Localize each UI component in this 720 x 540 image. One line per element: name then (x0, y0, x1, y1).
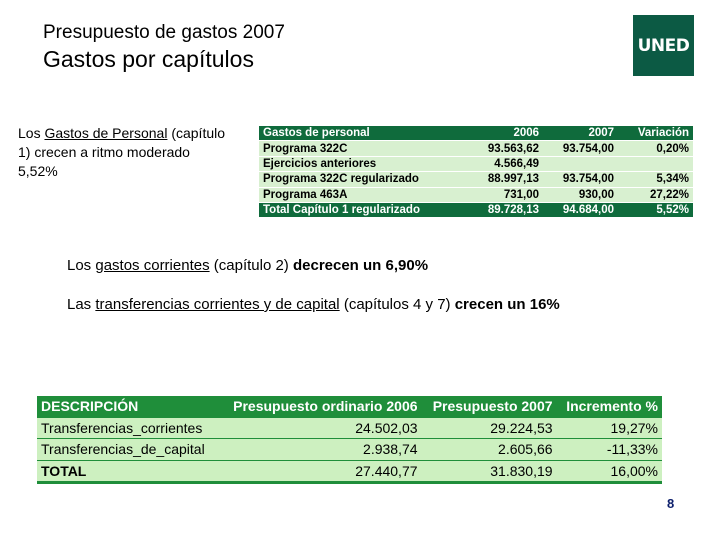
table-cell: 930,00 (543, 187, 618, 202)
transfers-text (67, 295, 577, 314)
page-number: 8 (667, 496, 675, 511)
header-cell: Incremento % (557, 396, 662, 417)
total-cell: 31.830,19 (422, 460, 557, 481)
text-prefix: Las (67, 296, 96, 313)
table-cell: Programa 463A (259, 187, 468, 202)
personnel-expenses-table (259, 126, 693, 218)
table-cell: Transferencias_de_capital (37, 439, 218, 461)
text-prefix: Los (18, 125, 45, 141)
text-prefix: Los (67, 257, 96, 274)
table-cell: 19,27% (557, 417, 662, 439)
header-cell: Presupuesto 2007 (422, 396, 557, 417)
table-header-row (259, 126, 693, 141)
table-cell (618, 156, 693, 171)
table-cell: Ejercicios anteriores (259, 156, 468, 171)
table-row (259, 187, 693, 202)
table-cell: 2.938,74 (218, 439, 421, 461)
total-cell: TOTAL (37, 460, 218, 481)
total-cell: 27.440,77 (218, 460, 421, 481)
text-rest: (capítulo 1) crecen a ritmo moderado 5,52% (18, 125, 226, 179)
table-row (259, 156, 693, 171)
header-cell: Variación (618, 126, 693, 141)
text-middle: (capítulos 4 y 7) (339, 296, 455, 313)
current-expenses-term: gastos corrientes (95, 257, 210, 274)
total-cell: Total Capítulo 1 regularizado (259, 202, 468, 217)
header-cell: DESCRIPCIÓN (37, 396, 218, 417)
personnel-summary-text (18, 124, 233, 181)
presentation-subtitle: Presupuesto de gastos 2007 (43, 22, 285, 43)
table-cell: 0,20% (618, 141, 693, 156)
table-cell: 4.566,49 (468, 156, 543, 171)
table-cell: -11,33% (557, 439, 662, 461)
header-cell: Presupuesto ordinario 2006 (218, 396, 421, 417)
text-highlight: decrecen un 6,90% (292, 257, 429, 274)
current-expenses-text (67, 256, 667, 276)
total-cell: 16,00% (557, 460, 662, 481)
table-cell: 93.563,62 (468, 141, 543, 156)
personnel-expenses-term: Gastos de Personal (44, 125, 168, 141)
table-row (259, 141, 693, 156)
table-cell: 2.605,66 (422, 439, 557, 461)
table-total-row (259, 202, 693, 217)
transfers-table (37, 396, 662, 481)
table-cell (543, 156, 618, 171)
uned-logo: UNED (633, 15, 694, 76)
text-middle: (capítulo 2) (209, 257, 293, 274)
header-cell: Gastos de personal (259, 126, 468, 141)
total-cell: 89.728,13 (468, 202, 543, 217)
total-cell: 94.684,00 (543, 202, 618, 217)
table-cell: Transferencias_corrientes (37, 417, 218, 439)
table-cell: 93.754,00 (543, 172, 618, 187)
table-cell: 88.997,13 (468, 172, 543, 187)
table-cell: 731,00 (468, 187, 543, 202)
header-cell: 2007 (543, 126, 618, 141)
table-cell: 93.754,00 (543, 141, 618, 156)
table-cell: Programa 322C (259, 141, 468, 156)
table-total-row (37, 460, 662, 481)
table-row (37, 417, 662, 439)
table-cell: 24.502,03 (218, 417, 421, 439)
transfers-term: transferencias corrientes y de capital (95, 296, 340, 313)
total-cell: 5,52% (618, 202, 693, 217)
table-header-row (37, 396, 662, 417)
table-row (259, 172, 693, 187)
slide-title: Gastos por capítulos (43, 46, 254, 72)
header-cell: 2006 (468, 126, 543, 141)
table-cell: Programa 322C regularizado (259, 172, 468, 187)
table-cell: 27,22% (618, 187, 693, 202)
table-row (37, 439, 662, 461)
table-cell: 29.224,53 (422, 417, 557, 439)
transfers-table-container (37, 396, 662, 484)
text-highlight: crecen un 16% (454, 296, 560, 313)
table-cell: 5,34% (618, 172, 693, 187)
